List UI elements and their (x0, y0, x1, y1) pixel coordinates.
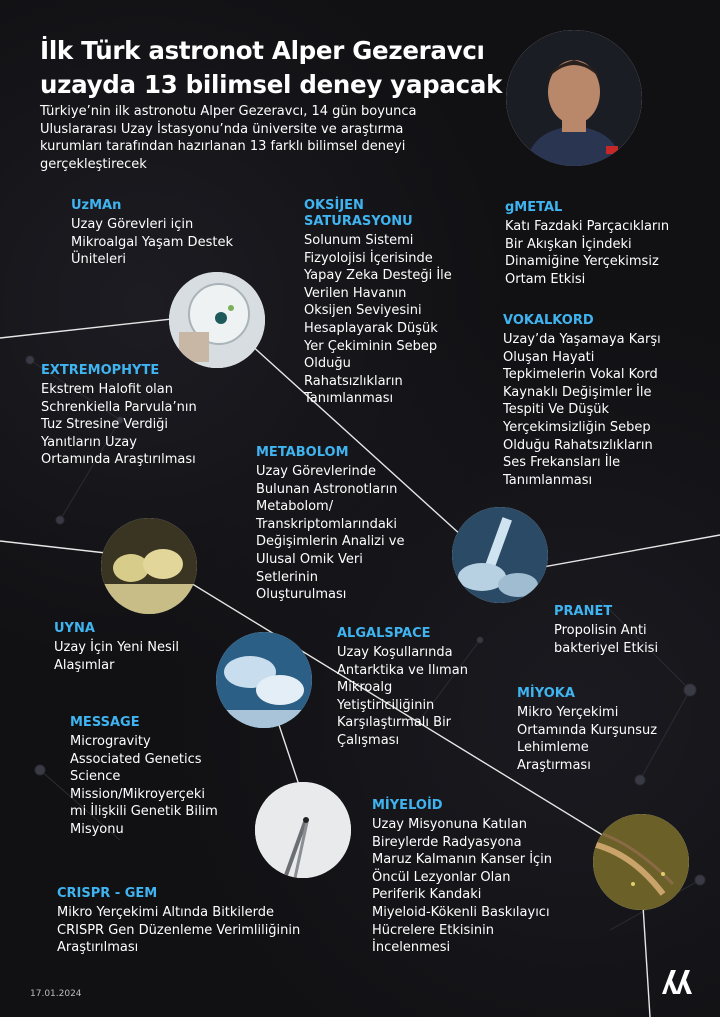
astronaut-portrait (506, 30, 642, 166)
experiment-title: gMETAL (505, 200, 563, 215)
experiment-description: Katı Fazdaki Parçacıkların Bir Akışkan İçindeki Dinamiğine Yerçekimsiz Ortam Etkisi (505, 219, 670, 287)
experiment-description: Mikro Yerçekimi Ortamında Kurşunsuz Lehimleme Araştırması (517, 705, 658, 773)
experiment-description: Propolisin Anti bakteriyel Etkisi (554, 623, 659, 656)
experiment-miyeloid (372, 798, 597, 957)
experiment-description: Solunum Sistemi Fizyolojisi İçerisinde Yapay Zeka Desteği İle Verilen Havanın Oksijen Seviyesini Hesaplayarak Düşük Yer Çekiminin Sebep Olduğu Rahatsızlıkların Tanımlanması (304, 233, 452, 407)
experiment-description: Uzay Görevlerinde Bulunan Astronotların Metabolom/ Transkriptomlarındaki Değişimlerin Analizi ve Ulusal Omik Veri Setlerinin Oluşturulması (256, 464, 405, 603)
experiment-uyna (54, 621, 224, 674)
experiment-title: UYNA (54, 621, 95, 636)
algae-petri-dish-photo (169, 272, 265, 368)
experiment-crispr-gem (57, 886, 347, 957)
experiment-title: OKSİJEN SATURASYONU (304, 198, 413, 229)
publish-date: 17.01.2024 (30, 989, 82, 999)
experiment-title: VOKALKORD (503, 313, 594, 328)
experiment-message (70, 715, 260, 839)
experiment-title: MESSAGE (70, 715, 140, 730)
experiment-extremophyte (41, 363, 241, 469)
gloved-hands-photo (216, 632, 312, 728)
experiment-description: Mikro Yerçekimi Altında Bitkilerde CRISPR Gen Düzenleme Verimliliğinin Araştırılması (57, 905, 301, 956)
page-title: İlk Türk astronot Alper Gezeravcı uzayda 13 bilimsel deney yapacak (40, 36, 503, 99)
experiment-description: Uzay’da Yaşamaya Karşı Oluşan Hayati Tepkimelerin Vokal Kord Kaynaklı Değişimler İle Tespiti Ve Düşük Yerçekimsizliğin Sebep Olduğu Rahatsızlıkların Ses Frekansları İle Tanımlanması (503, 332, 661, 488)
plant-samples-photo (101, 518, 197, 614)
tweezers-sample-photo (255, 782, 351, 878)
experiment-description: Ekstrem Halofit olan Schrenkiella Parvula’nın Tuz Stresine Verdiği Yanıtların Uzay Ortamında Araştırılması (41, 382, 197, 468)
experiment-title: ALGALSPACE (337, 626, 431, 641)
experiment-algalspace (337, 626, 507, 750)
experiment-gmetal (505, 200, 710, 288)
experiment-title: METABOLOM (256, 445, 349, 460)
experiment-title: UzMAn (71, 198, 122, 213)
experiment-uzman (71, 198, 291, 269)
experiment-metabolom (256, 445, 446, 604)
page-subtitle: Türkiye’nin ilk astronotu Alper Gezeravcı, 14 gün boyunca Uluslararası Uzay İstasyonu’nda üniversite ve araştırma kurumları tarafından hazırlanan 13 farklı bilimsel deneyi gerçekleştirecek (40, 104, 417, 172)
aa-logo-icon (660, 966, 694, 996)
experiment-description: Uzay Misyonuna Katılan Bireylerde Radyasyona Maruz Kalmanın Kanser İçin Öncül Lezyonlar Olan Periferik Kandaki Miyeloid-Kökenli Baskılayıcı Hücrelere Etkisinin İncelenmesi (372, 817, 553, 956)
experiment-miyoka (517, 686, 697, 774)
experiment-description: Uzay Görevleri için Mikroalgal Yaşam Destek Üniteleri (71, 217, 233, 268)
experiment-description: Uzay İçin Yeni Nesil Alaşımlar (54, 640, 180, 673)
soldering-wire-photo (593, 814, 689, 910)
experiment-description: Uzay Koşullarında Antarktika ve Ilıman Mikroalg Yetiştiriciliğinin Karşılaştırmalı Bir Çalışması (337, 645, 468, 748)
experiment-title: MİYELOİD (372, 798, 443, 813)
experiment-title: CRISPR - GEM (57, 886, 158, 901)
experiment-description: Microgravity Associated Genetics Science Mission/Mikroyerçeki mi İlişkili Genetik Bilim Misyonu (70, 734, 218, 837)
experiment-title: MİYOKA (517, 686, 575, 701)
experiment-vokalkord (503, 313, 708, 489)
experiment-title: EXTREMOPHYTE (41, 363, 160, 378)
experiment-oksijen-saturasyonu (304, 198, 484, 408)
experiment-pranet (554, 604, 704, 657)
experiment-title: PRANET (554, 604, 613, 619)
lab-pipette-photo (452, 507, 548, 603)
